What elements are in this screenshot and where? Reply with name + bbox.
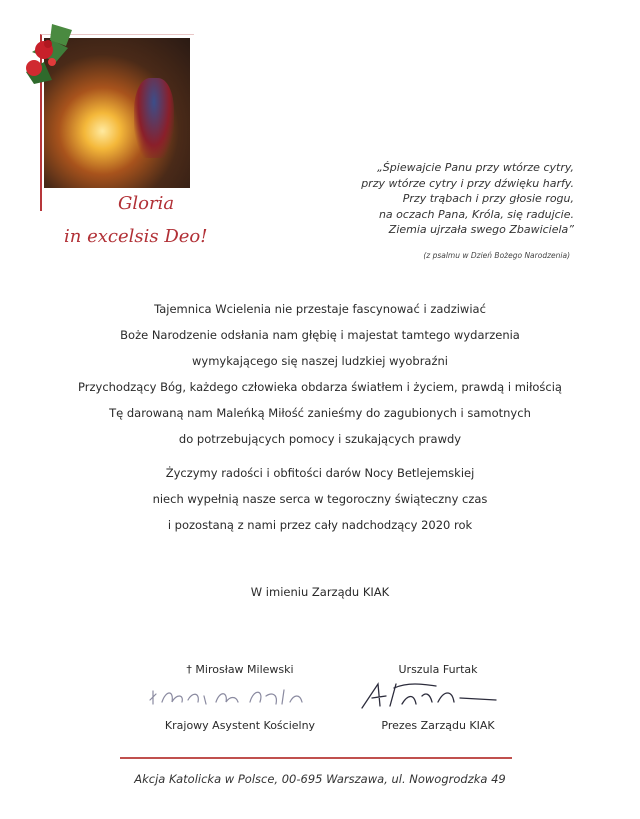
paragraph-line: do potrzebujących pomocy i szukających prawdy	[178, 432, 462, 446]
paragraph-line: Tę darowaną nam Maleńką Miłość zanieśmy do zagubionych i samotnych	[109, 406, 531, 420]
signatory-name: † Mirosław Milewski	[186, 663, 294, 676]
greeting-paragraph-1	[0, 296, 640, 452]
quote-source: (z psalmu w Dzień Bożego Narodzenia)	[423, 251, 570, 260]
nativity-figure	[134, 78, 174, 158]
paragraph-line: Tajemnica Wcielenia nie przestaje fascynować i zadziwiać	[154, 302, 486, 316]
holly-icon	[22, 22, 92, 102]
paragraph-line: Przychodzący Bóg, każdego człowieka obdarza światłem i życiem, prawdą i miłością	[78, 380, 562, 394]
paragraph-line: niech wypełnią nasze serca w tegoroczny świąteczny czas	[152, 492, 488, 506]
quote-line: „Śpiewajcie Panu przy wtórze cytry,	[377, 161, 574, 174]
footer-divider	[120, 757, 512, 759]
motto-line-1: Gloria	[118, 193, 175, 214]
quote-line: Ziemia ujrzała swego Zbawiciela”	[388, 223, 574, 236]
on-behalf-line	[0, 579, 640, 605]
paragraph-line: Życzymy radości i obfitości darów Nocy Betlejemskiej	[165, 466, 475, 480]
handwritten-signature-right	[356, 678, 516, 714]
paragraph-line: Boże Narodzenie odsłania nam głębię i majestat tamtego wydarzenia	[120, 328, 520, 342]
signatory-title-left: Krajowy Asystent Kościelny	[164, 719, 316, 732]
quote-line: Przy trąbach i przy głosie rogu,	[402, 192, 574, 205]
behalf-text: W imieniu Zarządu KIAK	[250, 585, 390, 599]
quote-line: przy wtórze cytry i przy dźwięku harfy.	[361, 176, 574, 190]
footer-address: Akcja Katolicka w Polsce, 00-695 Warszawa, ul. Nowogrodzka 49	[134, 772, 506, 786]
signature-right	[348, 663, 528, 676]
signatory-title-right: Prezes Zarządu KIAK	[381, 719, 495, 732]
quote-line: na oczach Pana, Króla, się radujcie.	[378, 207, 574, 221]
paragraph-line: i pozostaną z nami przez cały nadchodzący 2020 rok	[167, 518, 473, 532]
nativity-artwork	[22, 22, 197, 222]
handwritten-signature-left	[146, 682, 316, 712]
paragraph-line: wymykającego się naszej ludzkiej wyobraźni	[191, 354, 448, 368]
greeting-paragraph-2	[0, 460, 640, 538]
psalm-quote	[361, 160, 574, 238]
motto-line-2: in excelsis Deo!	[64, 226, 208, 247]
signature-left	[150, 663, 330, 676]
signatory-name: Urszula Furtak	[398, 663, 478, 676]
